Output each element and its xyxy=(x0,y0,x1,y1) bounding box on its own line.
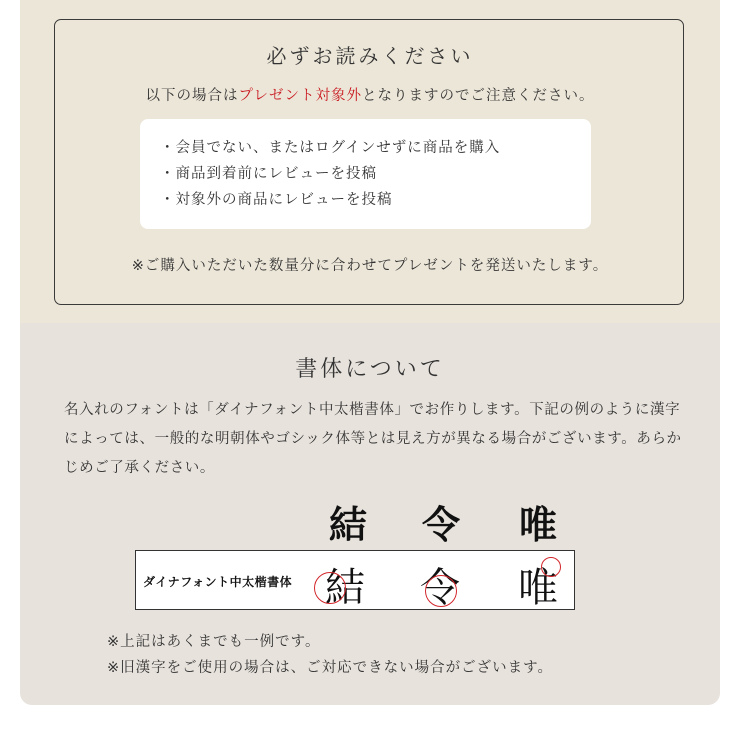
conditions-list xyxy=(160,135,500,213)
notice-lead xyxy=(0,84,740,105)
condition-item: ・商品到着前にレビューを投稿 xyxy=(160,166,377,182)
sample-char: 令 xyxy=(420,565,460,611)
difference-marker-circle xyxy=(425,575,457,607)
reference-char: 唯 xyxy=(518,503,557,547)
old-kanji-note: ※旧漢字をご使用の場合は、ご対応できない場合がございます。 xyxy=(107,660,553,676)
condition-item: ・会員でない、またはログインせずに商品を購入 xyxy=(160,140,501,156)
reference-char: 令 xyxy=(421,503,460,547)
font-section-title: 書体について xyxy=(295,357,445,382)
notice-title: 必ずお読みください xyxy=(266,44,474,68)
font-sample-label: ダイナフォント中太楷書体 xyxy=(143,575,293,589)
condition-item: ・対象外の商品にレビューを投稿 xyxy=(160,192,393,208)
notice-lead-after: となりますのでご注意ください。 xyxy=(361,88,595,104)
notice-lead-before: 以下の場合は xyxy=(145,88,239,104)
reference-char: 結 xyxy=(328,503,367,547)
conditions-box xyxy=(140,119,591,229)
difference-marker-circle xyxy=(314,572,346,604)
example-note: ※上記はあくまでも一例です。 xyxy=(107,634,321,650)
notice-lead-highlight: プレゼント対象外 xyxy=(238,88,362,104)
difference-marker-circle xyxy=(541,557,561,577)
sample-char: 結 xyxy=(325,565,365,611)
sample-char: 唯 xyxy=(518,565,558,611)
notice-footnote: ※ご購入いただいた数量分に合わせてプレゼントを発送いたします。 xyxy=(131,258,609,274)
font-section-description: 名入れのフォントは「ダイナフォント中太楷書体」でお作りします。下記の例のように漢字によっては、一般的な明朝体やゴシック体等とは見え方が異なる場合がございます。あらかじめご了承ください。 xyxy=(64,402,682,476)
